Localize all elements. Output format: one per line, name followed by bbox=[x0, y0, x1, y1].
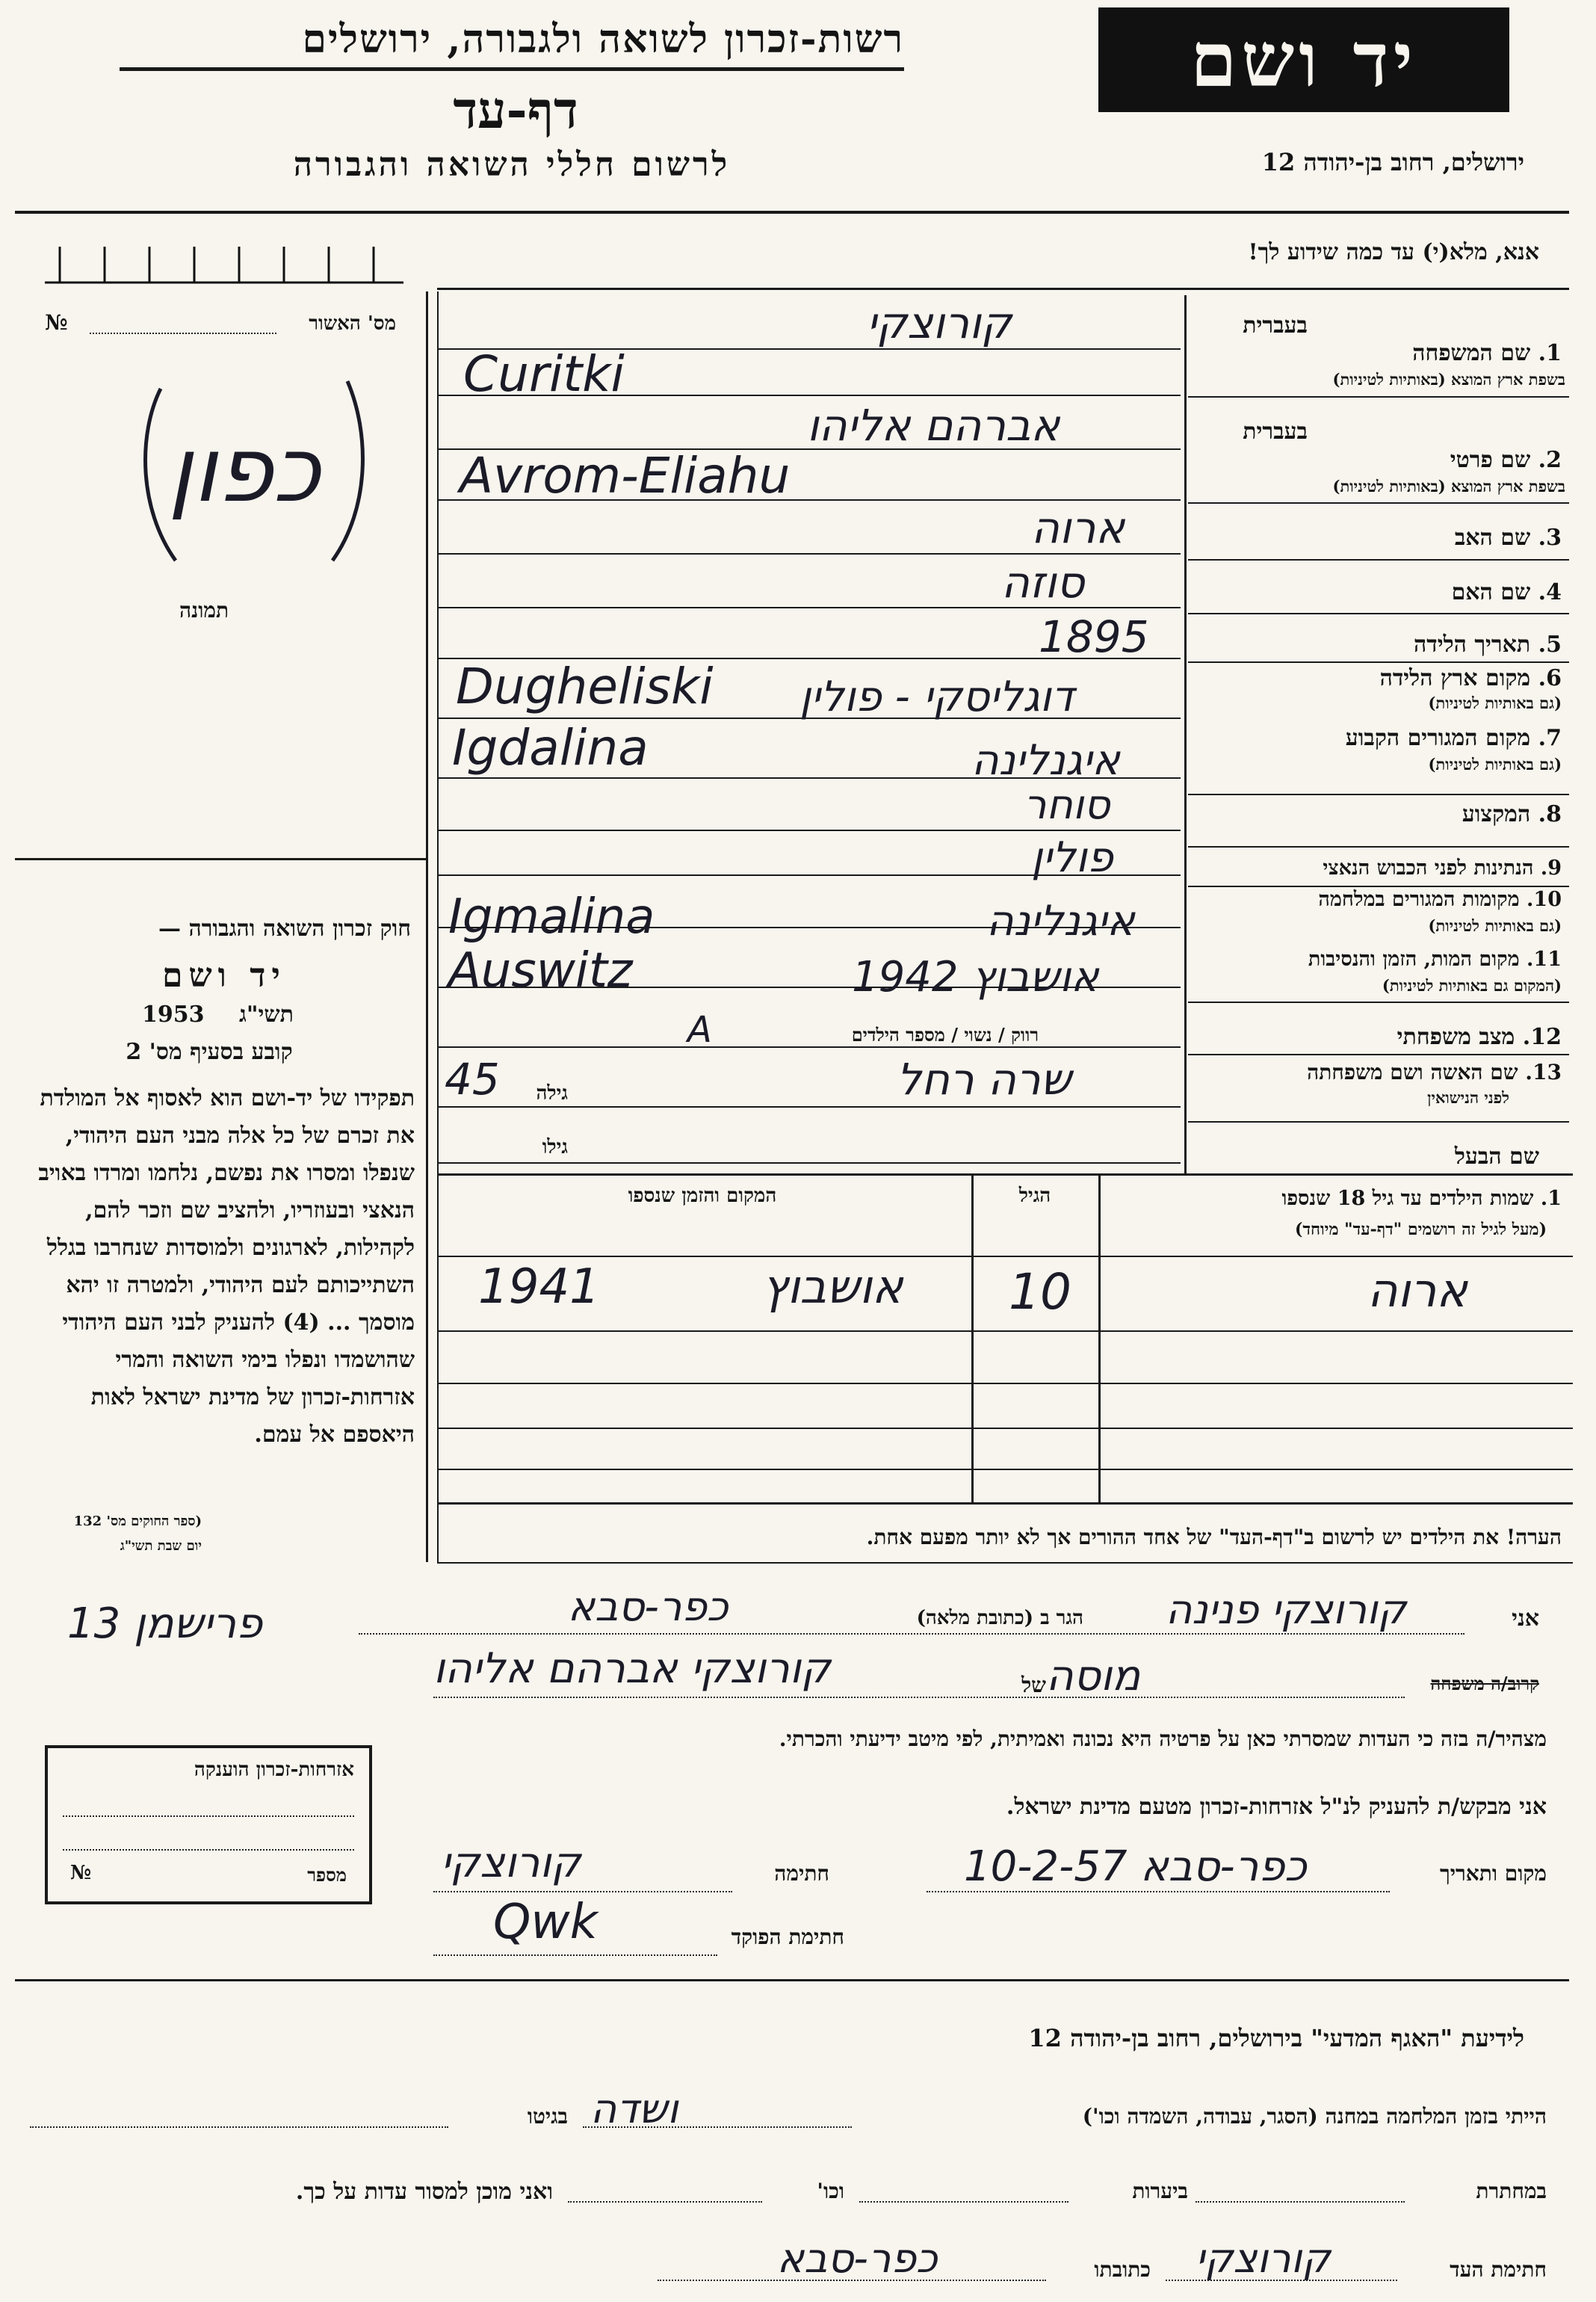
tick-marks bbox=[45, 239, 403, 284]
field-10-value-hebrew: איגנלינה bbox=[986, 897, 1135, 945]
label-line bbox=[1188, 1121, 1569, 1123]
law-clause: קובע בסעיף מס' 2 bbox=[126, 1039, 293, 1065]
note-text: הערה! את הילדים יש לרשום ב"דף-העד" של אחד ההורים אך לא יותר מפעם אחת. bbox=[866, 1525, 1562, 1549]
children-row-line bbox=[437, 1383, 1573, 1384]
field-10-label: 10. מקומות המגורים במלחמה bbox=[1318, 888, 1562, 911]
child-name: ארוה bbox=[1367, 1263, 1467, 1318]
field-7-value-hebrew: איגנלינה bbox=[971, 736, 1120, 785]
children-row-line bbox=[437, 1469, 1573, 1470]
law-year: 1953 bbox=[142, 1002, 205, 1028]
field-3-label: 3. שם האב bbox=[1454, 525, 1562, 551]
bottom-line1-value: ושדה bbox=[590, 2085, 678, 2132]
field-3-value: ארוה bbox=[1031, 502, 1125, 553]
citizenship-stamp-box bbox=[45, 1745, 372, 1904]
label-line bbox=[1188, 886, 1569, 887]
field-8-label: 8. המקצוע bbox=[1462, 801, 1562, 827]
declaration-request: אני מבקש/ת להעניק לנ"ל אזרחות-זכרון מטעם מדינת ישראל. bbox=[1006, 1794, 1547, 1820]
law-year-hebrew: תשי"ג bbox=[239, 1002, 294, 1028]
child-age: 10 bbox=[1009, 1263, 1071, 1321]
header-divider bbox=[15, 211, 1569, 214]
of-label: של bbox=[1021, 1673, 1046, 1697]
witness-sign-line bbox=[1166, 2280, 1397, 2281]
official-label: חתימת הפוקד bbox=[731, 1925, 844, 1949]
ghetto-line bbox=[30, 2126, 448, 2128]
photo-handwriting: כפון bbox=[168, 419, 321, 522]
field-1-value-hebrew: קורוצקי bbox=[867, 297, 1012, 348]
bottom-address-value: כפר-סבא bbox=[777, 2235, 938, 2282]
witness-line bbox=[359, 1633, 1464, 1635]
signature-line bbox=[433, 1891, 732, 1892]
wife-age-label: גילה bbox=[536, 1082, 568, 1105]
bottom-divider bbox=[15, 1979, 1569, 1981]
form-title: דף-עד bbox=[453, 81, 578, 141]
field-2-sub: בשפת ארץ המוצא (באותיות לטיניות) bbox=[1332, 477, 1565, 496]
place-date-label: מקום ותאריך bbox=[1439, 1861, 1547, 1886]
label-line bbox=[1188, 661, 1569, 663]
of-line bbox=[433, 1697, 1405, 1698]
label-line bbox=[1188, 502, 1569, 504]
certificate-number-label: מס' האשור bbox=[309, 312, 396, 335]
field-6-sub: (גם באותיות לטיניות) bbox=[1428, 694, 1562, 712]
institution-name: רשות-זכרון לשואה ולגבורה, ירושלים bbox=[302, 16, 904, 62]
law-publish: (ספר החוקים מס' 132 bbox=[73, 1513, 202, 1529]
law-title: חוק זכרון השואה והגבורה — bbox=[158, 916, 411, 942]
field-6-label: 6. מקום ארץ הלידה bbox=[1379, 665, 1562, 691]
label-line bbox=[1188, 846, 1569, 848]
request-line: אנא, מלא(י) עד כמה שידוע לך! bbox=[1248, 239, 1539, 265]
field-11-sub: (המקום גם באותיות לטיניות) bbox=[1382, 976, 1562, 995]
field-9-label: 9. הנתינות לפני הכבוש הנאצי bbox=[1323, 857, 1562, 880]
field-6-value-latin: Dugheliski bbox=[456, 658, 714, 715]
left-column-divider bbox=[426, 291, 428, 1562]
field-10-sub: (גם באותיות לטיניות) bbox=[1428, 916, 1562, 935]
official-signature: Qwk bbox=[493, 1895, 598, 1950]
field-2-value-hebrew: אברהם אליהו bbox=[807, 400, 1060, 451]
photo-box-bottom bbox=[15, 858, 426, 860]
field-12-label: 12. מצב משפחתי bbox=[1396, 1024, 1562, 1050]
bottom-line2-d: ואני מוכן למסור עדות על כך. bbox=[295, 2179, 553, 2205]
row-line bbox=[437, 1106, 1181, 1108]
husband-age-label: גילו bbox=[542, 1136, 568, 1158]
field-11-label: 11. מקום המות, הזמן והנסיבות bbox=[1308, 948, 1562, 971]
bottom-line1-a: הייתי בזמן המלחמה במחנה (הסגר, עבודה, השמדה וכו') bbox=[1082, 2104, 1547, 2129]
witness-address-line bbox=[658, 2280, 1046, 2281]
children-col-1 bbox=[971, 1173, 974, 1502]
children-age-header: הגיל bbox=[1018, 1185, 1051, 1207]
bottom-line2-c: וכו' bbox=[817, 2179, 844, 2203]
field-7-value-latin: Igdalina bbox=[452, 719, 649, 777]
stamp-line bbox=[63, 1849, 354, 1851]
stamp-title: אזרחות-זכרון הוענקה bbox=[194, 1759, 354, 1781]
children-col-2 bbox=[1098, 1173, 1101, 1502]
bottom-line2-b: ביערות bbox=[1132, 2179, 1188, 2203]
field-5-label: 5. תאריך הלידה bbox=[1414, 632, 1562, 658]
header-underline bbox=[120, 67, 904, 71]
relation-label: קרוב/ה משפחה bbox=[1430, 1673, 1539, 1694]
field-2-value-latin: Avrom-Eliahu bbox=[460, 447, 791, 504]
label-line bbox=[1188, 1054, 1569, 1055]
children-header-line bbox=[437, 1256, 1573, 1257]
witness-street: פרישמן 13 bbox=[67, 1599, 263, 1648]
field-4-value: סוזה bbox=[1001, 557, 1085, 608]
children-label: 1. שמות הילדים עד גיל 18 שנספו bbox=[1281, 1187, 1562, 1210]
witness-name: קורוצקי פנינה bbox=[1166, 1586, 1407, 1633]
field-5-value: 1895 bbox=[1039, 611, 1149, 662]
i-label: אני bbox=[1512, 1605, 1539, 1632]
children-sub: (מעל לגיל זה רושמים "דף-עד" מיוחד) bbox=[1295, 1220, 1547, 1239]
relation-value: מוסה bbox=[1046, 1652, 1141, 1700]
field-13-value: שרה רחל bbox=[897, 1054, 1071, 1105]
label-column-divider bbox=[1184, 295, 1187, 1173]
field-9-value: פולין bbox=[1031, 833, 1113, 882]
certificate-number-line bbox=[90, 333, 276, 334]
signature-label: חתימה bbox=[774, 1861, 829, 1886]
label-line bbox=[1188, 613, 1569, 614]
stamp-number-label: מספר bbox=[307, 1864, 347, 1886]
field-1-value-latin: Curitki bbox=[463, 345, 625, 403]
field-1-in-hebrew: בעברית bbox=[1243, 312, 1308, 339]
children-row-line bbox=[437, 1428, 1573, 1429]
resides-label: הגר ב (כתובת מלאה) bbox=[916, 1607, 1083, 1629]
label-line bbox=[1188, 396, 1569, 398]
bottom-address-label: כתובתו bbox=[1094, 2257, 1151, 2282]
child-year: 1941 bbox=[478, 1259, 600, 1315]
official-line bbox=[433, 1954, 717, 1956]
law-body: תפקידו של יד-ושם הוא לאסוף אל המולדת את זכרם של כל אלה מבני העם היהודי, שנפלו ומסרו את נפשם, נלחמו ומרדו באויב הנאצי ובעוזריו, ולהציב שם וזכר להם, לקהילות, לארגונים ולמוסדות שנחרבו בגלל השתייכותם לעם היהודי, ולמטרה זו יהא מוסמך ... (4) להעניק לבני העם היהודי שהושמדו ונפלו בימי השואה והמרי אזרחות-זכרון של מדינת ישראל לאות היאספם אל עמם. bbox=[38, 1085, 415, 1448]
law-name: יד ושם bbox=[162, 957, 286, 995]
office-address: ירושלים, רחוב בן-יהודה 12 bbox=[1261, 148, 1524, 176]
child-place: אושבוץ bbox=[762, 1259, 903, 1314]
bottom-sign-value: קורוצקי bbox=[1196, 2235, 1331, 2282]
place-date-line bbox=[927, 1891, 1390, 1892]
husband-label: שם הבעל bbox=[1454, 1144, 1539, 1170]
declaration-statement: מצהיר/ה בזה כי העדות שמסרתי כאן על פרטיה היא נכונה ואמיתית, לפי מיטב ידיעתי והכרתי. bbox=[779, 1726, 1547, 1751]
bottom-to: לידיעת "האגף המדעי" בירושלים, רחוב בן-יהודה 12 bbox=[1028, 2024, 1524, 2052]
label-line bbox=[1188, 1002, 1569, 1003]
children-top bbox=[437, 1173, 1573, 1176]
row-line bbox=[437, 553, 1181, 555]
witness-address: כפר-סבא bbox=[568, 1583, 729, 1630]
children-bottom bbox=[437, 1502, 1573, 1505]
field-1-sub: בשפת ארץ המוצא (באותיות לטיניות) bbox=[1332, 370, 1565, 389]
etc-line bbox=[568, 2201, 762, 2203]
children-place-header: המקום והזמן שנספו bbox=[628, 1185, 777, 1207]
note-underline bbox=[437, 1562, 1573, 1564]
field-11-value-latin: Auswitz bbox=[448, 943, 633, 999]
forests-line bbox=[859, 2201, 1068, 2203]
row-line bbox=[437, 1162, 1181, 1164]
of-value: קורוצקי אברהם אליהו bbox=[433, 1644, 831, 1693]
bottom-line2-a: במחתרת bbox=[1476, 2179, 1547, 2203]
field-12-value: A bbox=[687, 1009, 712, 1051]
field-13-sub: לפני הנישואין bbox=[1427, 1088, 1509, 1107]
form-top-line bbox=[437, 288, 1569, 290]
stamp-line bbox=[63, 1815, 354, 1817]
place-date-value: כפר-סבא 10-2-57 bbox=[964, 1842, 1307, 1891]
row-line bbox=[437, 1046, 1181, 1048]
photo-label: תמונה bbox=[179, 598, 229, 623]
field-8-value: סוחר bbox=[1024, 781, 1110, 828]
wife-age-value: 45 bbox=[445, 1054, 500, 1105]
field-6-value-hebrew: דוגליסקי - פולין bbox=[799, 673, 1074, 721]
field-2-in-hebrew: בעברית bbox=[1243, 419, 1308, 445]
children-row-line bbox=[437, 1330, 1573, 1332]
row-line bbox=[437, 830, 1181, 831]
underground-line bbox=[1196, 2201, 1405, 2203]
field-10-value-latin: Igmalina bbox=[448, 889, 655, 945]
stamp-no: № bbox=[70, 1862, 92, 1884]
bottom-sign-label: חתימת העד bbox=[1450, 2257, 1547, 2282]
label-line bbox=[1188, 794, 1569, 795]
field-12-options: רווק / נשוי / מספר הילדים bbox=[851, 1024, 1039, 1046]
bottom-line1-b: בגיטו bbox=[527, 2104, 568, 2129]
no-symbol: № bbox=[45, 310, 68, 335]
law-publish-2: יום שבת תשי"ג bbox=[120, 1538, 202, 1554]
field-7-sub: (גם באותיות לטיניות) bbox=[1428, 755, 1562, 774]
field-13-label: 13. שם האשה ושם משפחתה bbox=[1307, 1060, 1562, 1084]
field-1-label: 1. שם המשפחה bbox=[1412, 340, 1562, 366]
label-line bbox=[1188, 559, 1569, 561]
field-11-value-hebrew: אושבוץ 1942 bbox=[852, 953, 1099, 1002]
field-7-label: 7. מקום המגורים הקבוע bbox=[1345, 725, 1562, 751]
yad-vashem-logo: יד ושם bbox=[1098, 7, 1509, 112]
form-subtitle: לרשום חללי השואה והגבורה bbox=[293, 146, 731, 184]
field-2-label: 2. שם פרטי bbox=[1450, 447, 1562, 473]
signature-value: קורוצקי bbox=[441, 1839, 581, 1887]
field-4-label: 4. שם האם bbox=[1451, 579, 1562, 605]
